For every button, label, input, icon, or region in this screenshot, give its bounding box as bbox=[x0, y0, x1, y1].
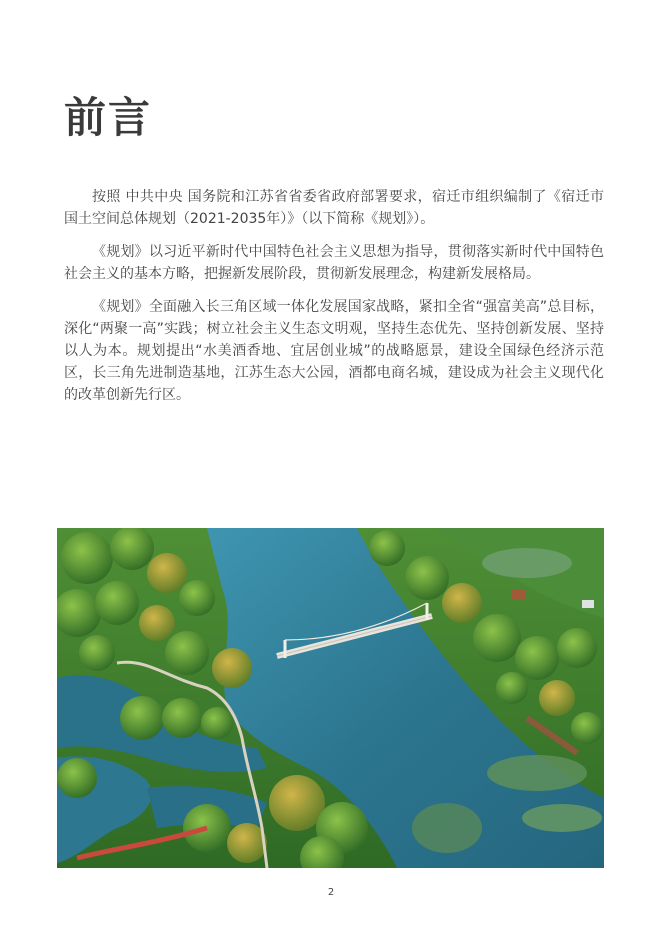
paragraph: 《规划》全面融入长三角区域一体化发展国家战略，紧扣全省“强富美高”总目标，深化“两聚一高”实践；树立社会主义生态文明观，坚持生态优先、坚持创新发展、坚持以人为本。规划提出“水美酒香地、宜居创业城”的战略愿景，建设全国绿色经济示范区，长三角先进制造基地，江苏生态大公园，酒都电商名城，建设成为社会主义现代化的改革创新先行区。 bbox=[64, 299, 604, 403]
aerial-river-bridge-photo bbox=[57, 528, 604, 868]
paragraph: 《规划》以习近平新时代中国特色社会主义思想为指导，贯彻落实新时代中国特色社会主义的基本方略，把握新发展阶段，贯彻新发展理念，构建新发展格局。 bbox=[64, 244, 604, 282]
paragraph: 按照 中共中央 国务院和江苏省省委省政府部署要求，宿迁市组织编制了《宿迁市国土空间总体规划（2021-2035年）》（以下简称《规划》）。 bbox=[64, 189, 604, 227]
page-number: 2 bbox=[327, 887, 335, 898]
preface-body bbox=[64, 186, 604, 417]
page-title: 前言 bbox=[64, 93, 153, 142]
